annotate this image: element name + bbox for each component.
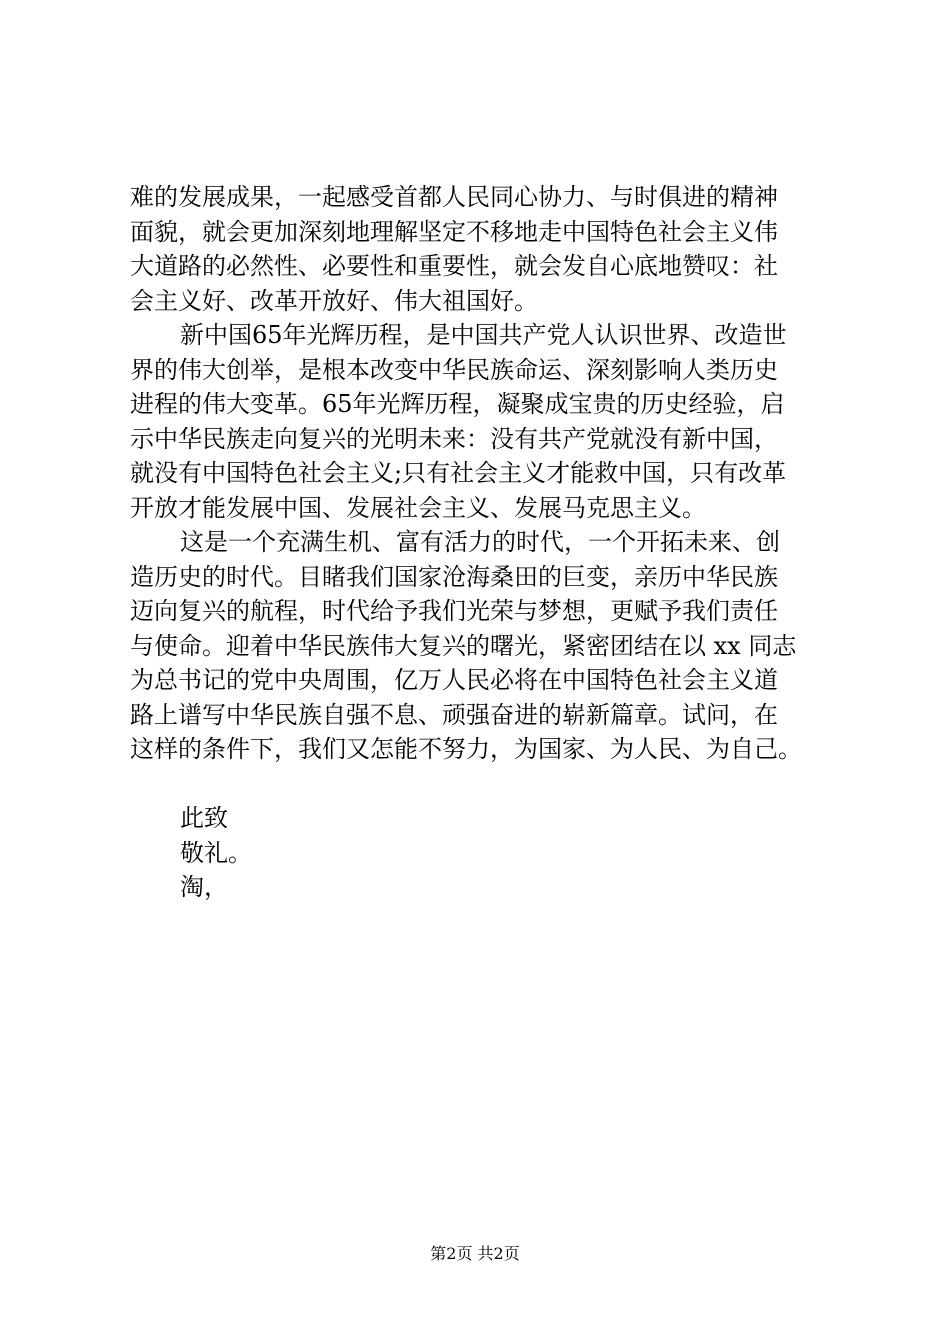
paragraph-line: 新中国65年光辉历程，是中国共产党人认识世界、改造世 [180, 321, 787, 349]
paragraph-line: 界的伟大创举，是根本改变中华民族命运、深刻影响人类历史 [130, 355, 778, 384]
paragraph-line: 与使命。迎着中华民族伟大复兴的曙光，紧密团结在以 xx 同志 [130, 631, 797, 660]
paragraph-line: 大道路的必然性、必要性和重要性，就会发自心底地赞叹：社 [130, 252, 778, 280]
paragraph-line: 开放才能发展中国、发展社会主义、发展马克思主义。 [130, 493, 706, 522]
paragraph-line: 难的发展成果，一起感受首都人民同心协力、与时俱进的精神 [130, 183, 778, 211]
letter-body [130, 180, 830, 905]
paragraph-line: 这样的条件下，我们又怎能不努力，为国家、为人民、为自己。 [130, 735, 802, 763]
closing-respects: 敬礼。 [180, 838, 252, 867]
paragraph-line: 就没有中国特色社会主义;只有社会主义才能救中国，只有改革 [130, 459, 787, 487]
paragraph-line: 这是一个充满生机、富有活力的时代，一个开拓未来、创 [180, 528, 780, 556]
paragraph-line: 路上谱写中华民族自强不息、顽强奋进的崭新篇章。试问，在 [130, 700, 778, 729]
paragraph-line: 造历史的时代。目睹我们国家沧海桑田的巨变，亲历中华民族 [130, 562, 778, 591]
blank-line [130, 767, 830, 802]
paragraph-line: 会主义好、改革开放好、伟大祖国好。 [130, 286, 538, 315]
paragraph-line: 示中华民族走向复兴的光明未来：没有共产党就没有新中国， [130, 424, 778, 453]
paragraph-line: 迈向复兴的航程，时代给予我们光荣与梦想，更赋予我们责任 [130, 597, 778, 625]
signature: 淘， [180, 873, 228, 901]
paragraph-line: 面貌，就会更加深刻地理解坚定不移地走中国特色社会主义伟 [130, 217, 778, 246]
closing-salutation: 此致 [180, 804, 228, 832]
paragraph-line: 进程的伟大变革。65年光辉历程，凝聚成宝贵的历史经验，启 [130, 390, 785, 418]
page-number-footer: 第2页 共2页 [430, 1244, 520, 1263]
paragraph-line: 为总书记的党中央周围，亿万人民必将在中国特色社会主义道 [130, 666, 778, 694]
